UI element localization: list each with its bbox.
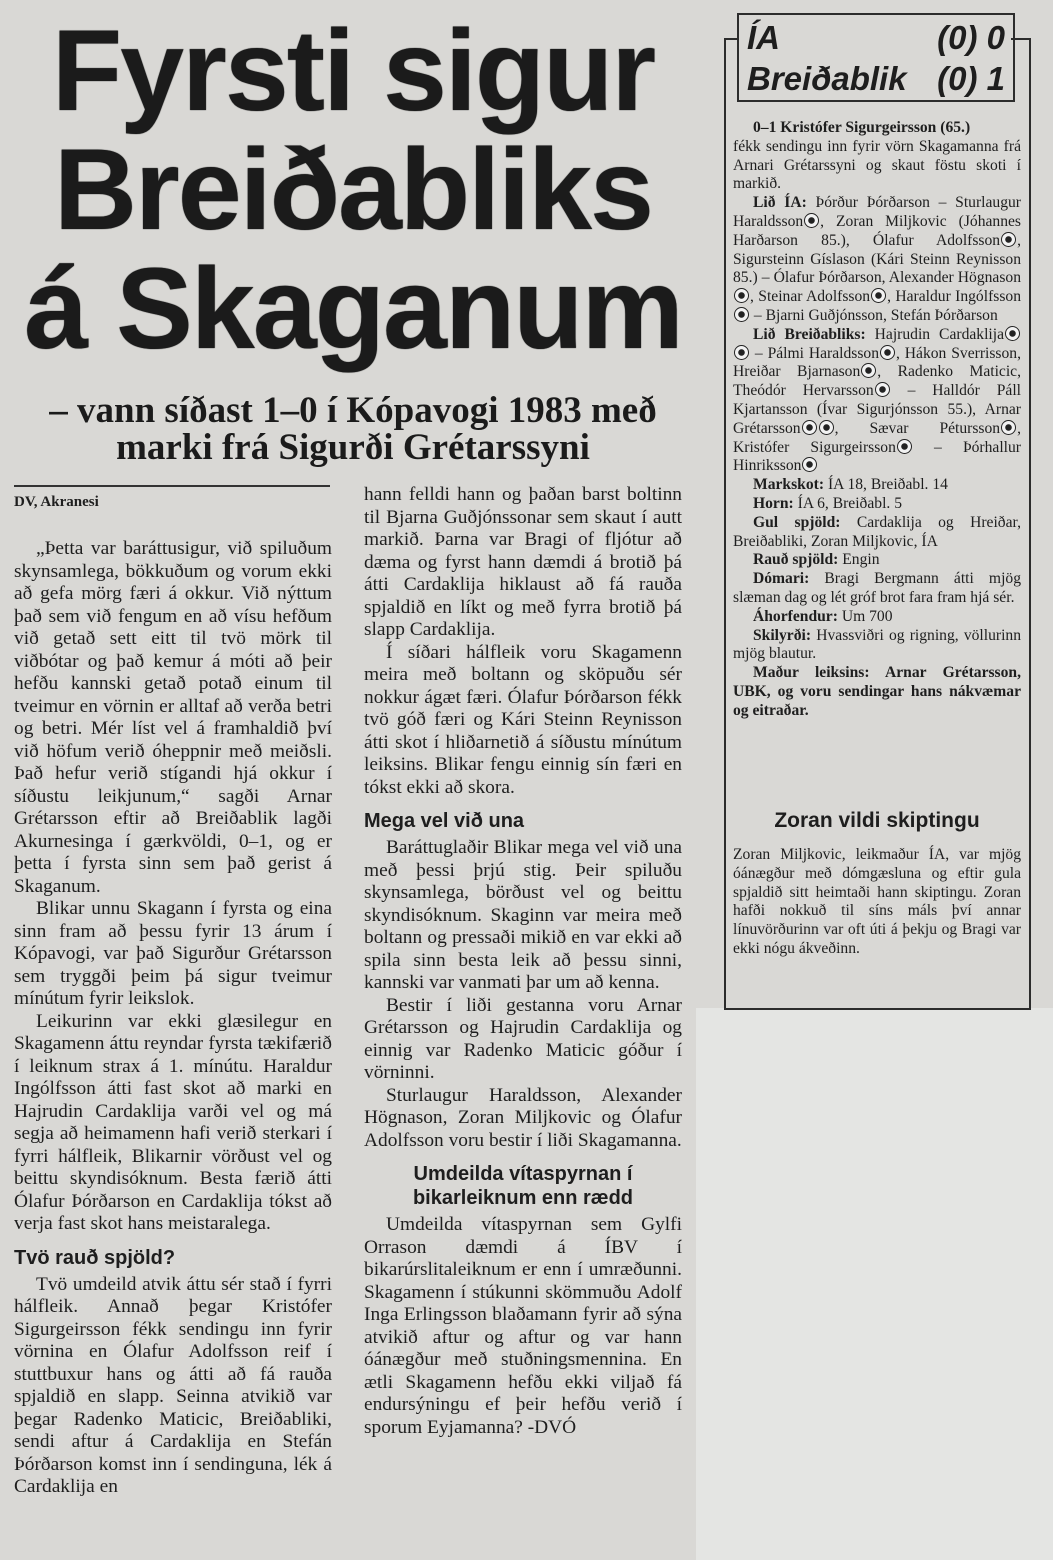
home-team: ÍA bbox=[747, 19, 780, 56]
paragraph: Tvö umdeild atvik áttu sér stað í fyrri hálfleik. Annað þegar Kristófer Sigurgeirsson fékk sendingu inn fyrir vörnina en Ólafur Adolfsson reif í stuttbuxur hans og átti að fá rauða spjaldið en slapp. Seinna atvikið var þegar Radenko Maticic, Breiðabliki, sendi aftur á Cardaklija en Stefán Þórðarson komst inn í sendinguna, lék á Cardaklija en bbox=[14, 1273, 332, 1497]
player-names: Hajrudin Cardaklija bbox=[874, 325, 1005, 343]
scoreboard-row bbox=[747, 19, 1005, 56]
headline-line: Fyrsti sigur bbox=[51, 7, 655, 135]
sidebar-heading: Zoran vildi skiptingu bbox=[774, 809, 980, 832]
stat-attendance bbox=[733, 608, 1021, 627]
lineup-ia-players bbox=[733, 194, 1021, 324]
lineup-ubk-players bbox=[733, 326, 1021, 475]
player-names: , Zoran Miljkovic (Jóhannes Harðarson 85.), Ólafur Adolfsson bbox=[733, 212, 1021, 249]
player-names: – Pálmi Haraldsson bbox=[750, 344, 879, 362]
player-names: – Halldór Páll Kjartansson (Ívar Sigurjónsson 55.), Arnar Grétarsson bbox=[733, 382, 1021, 437]
goal-label: 0–1 Kristófer Sigurgeirsson (65.) bbox=[753, 119, 971, 136]
lineup-ia-label: Lið ÍA: bbox=[753, 194, 807, 212]
football-icon bbox=[802, 420, 817, 435]
stat-corners bbox=[733, 495, 1021, 514]
subheadline-line: – vann síðast 1–0 í Kópavogi 1983 með bbox=[49, 390, 657, 431]
paragraph: Bestir í liði gestanna voru Arnar Grétarsson og Hajrudin Cardaklija og einnig var Radenko Maticic góður í vörninni. bbox=[364, 994, 682, 1083]
player-names: , Sævar Pétursson bbox=[834, 419, 1001, 437]
stat-label: Horn: bbox=[753, 494, 794, 512]
stat-label: Áhorfendur: bbox=[753, 607, 838, 625]
stat-value: ÍA 6, Breiðabl. 5 bbox=[797, 494, 902, 512]
stat-red bbox=[733, 551, 1021, 570]
section-heading: Mega vel við una bbox=[364, 810, 525, 832]
stat-label: Rauð spjöld: bbox=[753, 551, 839, 569]
stat-shots bbox=[733, 476, 1021, 495]
paragraph: Blikar unnu Skagann í fyrsta og eina sinn fram að þessu fyrir 13 árum í Kópavogi, var það Sigurður Grétarsson sem tryggði þeim þá sigur tveimur mínútum fyrir leikslok. bbox=[14, 898, 332, 1009]
goal-text: fékk sendingu inn fyrir vörn Skagamanna frá Arnari Grétarssyni og skaut föstu skoti í markið. bbox=[733, 137, 1021, 193]
stat-value: Bragi Bergmann átti mjög slæman dag og lét gróf brot fara fram hjá sér. bbox=[733, 570, 1021, 606]
football-icon bbox=[734, 288, 749, 303]
football-icon bbox=[804, 213, 819, 228]
goal-entry bbox=[733, 119, 1021, 194]
paragraph: Leikurinn var ekki glæsilegur en Skagamenn áttu reyndar fyrsta tækifærið í leiknum strax á 1. mínútu. Haraldur Ingólfsson átti fast skot að marki en Hajrudin Cardaklija varði vel og má segja að heimamenn hafi verið sterkari í fyrri hálfleik, Blikarnir vörðust vel og beittu skyndisóknum. Besta færið átti Ólafur Þórðarson en Cardaklija tókst að verja fast skot hans meistaralega. bbox=[14, 1010, 332, 1234]
paragraph: Baráttuglaðir Blikar mega vel við una með þessi þrjú stig. Þeir spiluðu skynsamlega, börðust vel og beittu skyndisóknum. Skaginn var meira með boltann og pressaði mikið en var ekki að spila sinn besta leik að þessu sinni, kannski var vanmati þar um að kenna. bbox=[364, 837, 682, 993]
player-names: , Haraldur Ingólfsson bbox=[887, 288, 1021, 306]
lineup-ubk-label: Lið Breiðabliks: bbox=[753, 325, 866, 343]
stat-value: Cardaklija og Hreiðar, Breiðabliki, Zoran Miljkovic, ÍA bbox=[733, 513, 1021, 550]
paragraph: „Þetta var baráttusigur, við spiluðum skynsamlega, bökkuðum og vorum ekki að gefa mörg færi á okkur. Við nýttum það sem við fengum en að vísu hefðum við getað sett eitt til tvö mörk til viðbótar og það kemur á móti að þeir hefðu kannski getað potað einum til tveimur en vörnin er alltaf að verða betri og betri. Mér líst vel á framhaldið því við höfum verið óheppnir með meiðsli. Það hefur verið stígandi hjá okkur í síðustu leikjunum,“ sagði Arnar Grétarsson eftir að Breiðablik lagði Akurnesinga í gærkvöldi, 0–1, og er þetta í fyrsta sinn sem það gerist á Skaganum. bbox=[14, 538, 332, 897]
lineup-ia bbox=[733, 194, 1021, 326]
football-icon bbox=[897, 439, 912, 454]
player-names: , Sigursteinn Gíslason (Kári Steinn Reynisson 85.) – Ólafur Þórðarson, Alexander Högnason bbox=[733, 231, 1021, 287]
article-column-1 bbox=[14, 538, 332, 1499]
man-of-the-match: Maður leiksins: Arnar Grétarsson, UBK, og voru sendingar hans nákvæmar og eitraðar. bbox=[733, 664, 1021, 719]
subheadline-line: marki frá Sigurði Grétarssyni bbox=[116, 427, 590, 468]
stat-label: Gul spjöld: bbox=[753, 513, 841, 531]
football-icon bbox=[1005, 326, 1020, 341]
byline-rule bbox=[14, 485, 330, 487]
stat-value: Engin bbox=[842, 551, 880, 569]
football-icon bbox=[734, 345, 749, 360]
football-icon bbox=[861, 363, 876, 378]
article-column-2 bbox=[364, 484, 682, 1439]
headline-line: á Skaganum bbox=[24, 245, 682, 373]
stat-yellow bbox=[733, 514, 1021, 552]
frame-line bbox=[1029, 38, 1031, 1010]
scoreboard bbox=[737, 13, 1015, 102]
subheadline bbox=[18, 392, 688, 466]
paragraph: Sturlaugur Haraldsson, Alexander Högnason, Zoran Miljkovic og Ólafur Adolfsson voru bestir í liði Skagamanna. bbox=[364, 1084, 682, 1151]
player-names: Þórður Þórðarson – Sturlaugur Haraldsson bbox=[733, 194, 1021, 230]
headline bbox=[18, 7, 688, 373]
frame-line bbox=[724, 38, 726, 1010]
away-score: (0) 1 bbox=[937, 60, 1005, 97]
stat-value: ÍA 18, Breiðabl. 14 bbox=[827, 476, 948, 494]
stat-label: Markskot: bbox=[753, 476, 825, 494]
section-heading: Umdeilda vítaspyrnan í bikarleiknum enn rædd bbox=[412, 1163, 634, 1209]
home-score: (0) 0 bbox=[937, 19, 1005, 56]
football-icon bbox=[734, 307, 749, 322]
stat-value: Hvassviðri og rigning, völlurinn mjög blautur. bbox=[733, 626, 1021, 663]
byline: DV, Akranesi bbox=[14, 494, 99, 510]
lineup-ubk bbox=[733, 326, 1021, 476]
player-names: , Radenko Maticic, Theódór Hervarsson bbox=[733, 363, 1021, 400]
football-icon bbox=[1001, 420, 1016, 435]
player-names: , Hákon Sverrisson, Hreiðar Bjarnason bbox=[733, 344, 1021, 381]
paragraph: hann felldi hann og þaðan barst boltinn til Bjarna Guðjónssonar sem skaut í autt markið. Þarna var Bragi of fljótur að dæma og fyrst hann dæmdi á brotið þá átti Cardaklija hiklaust að fá rauða spjaldið en líkt og með fyrra brotið þá slapp Cardaklija. bbox=[364, 484, 682, 640]
away-team: Breiðablik bbox=[747, 60, 907, 97]
scoreboard-row bbox=[747, 60, 1005, 97]
paragraph: Í síðari hálfleik voru Skagamenn meira með boltann og sköpuðu sér nokkur ágæt færi. Ólafur Þórðarson fékk tvö góð færi og Kári Steinn Reynisson átti skot í hliðarnetið á síðustu mínútum leiksins. Blikar fengu einnig sín færi en tókst ekki að skora. bbox=[364, 641, 682, 798]
section-heading: Tvö rauð spjöld? bbox=[14, 1246, 176, 1269]
sidebar-text: Zoran Miljkovic, leikmaður ÍA, var mjög óánægður með dómgæsluna og eftir gula spjaldið sitt heimtaði hann skiptingu. Zoran hafði nokkuð til síns máls því annar línuvörðurinn var oft úti á þekju og Bragi var ekki nógu ákveðinn. bbox=[733, 846, 1021, 957]
frame-line bbox=[724, 1008, 1031, 1010]
football-icon bbox=[802, 457, 817, 472]
stat-referee bbox=[733, 570, 1021, 608]
paragraph: Umdeilda vítaspyrnan sem Gylfi Orrason dæmdi á ÍBV í bikarúrslitaleiknum er enn í umræðunni. Skagamenn í stúkunni skömmuðu Adolf Inga Erlingsson blaðamann fyrir að sýna atvikið aftur og aftur og var hann óánægður með stuðningsmennina. En ætli Skagamenn hefðu ekki viljað fá endursýningu ef þeir hefðu verið í sporum Eyjamanna? -DVÓ bbox=[364, 1214, 682, 1438]
football-icon bbox=[871, 288, 886, 303]
player-names: – Bjarni Guðjónsson, Stefán Þórðarson bbox=[750, 306, 998, 324]
match-facts bbox=[733, 119, 1021, 721]
stat-label: Skilyrði: bbox=[753, 626, 812, 644]
football-icon bbox=[875, 382, 890, 397]
blank-area bbox=[696, 1008, 1053, 1560]
player-names: , Steinar Adolfsson bbox=[750, 288, 871, 306]
stat-value: Um 700 bbox=[841, 607, 893, 625]
football-icon bbox=[819, 420, 834, 435]
player-names: – Þórhallur Hinriksson bbox=[733, 438, 1021, 475]
football-icon bbox=[1001, 232, 1016, 247]
headline-line: Breiðabliks bbox=[54, 126, 652, 254]
player-names: , Kristófer Sigurgeirsson bbox=[733, 419, 1021, 456]
stat-conditions bbox=[733, 627, 1021, 665]
football-icon bbox=[880, 345, 895, 360]
stat-label: Dómari: bbox=[753, 570, 810, 588]
